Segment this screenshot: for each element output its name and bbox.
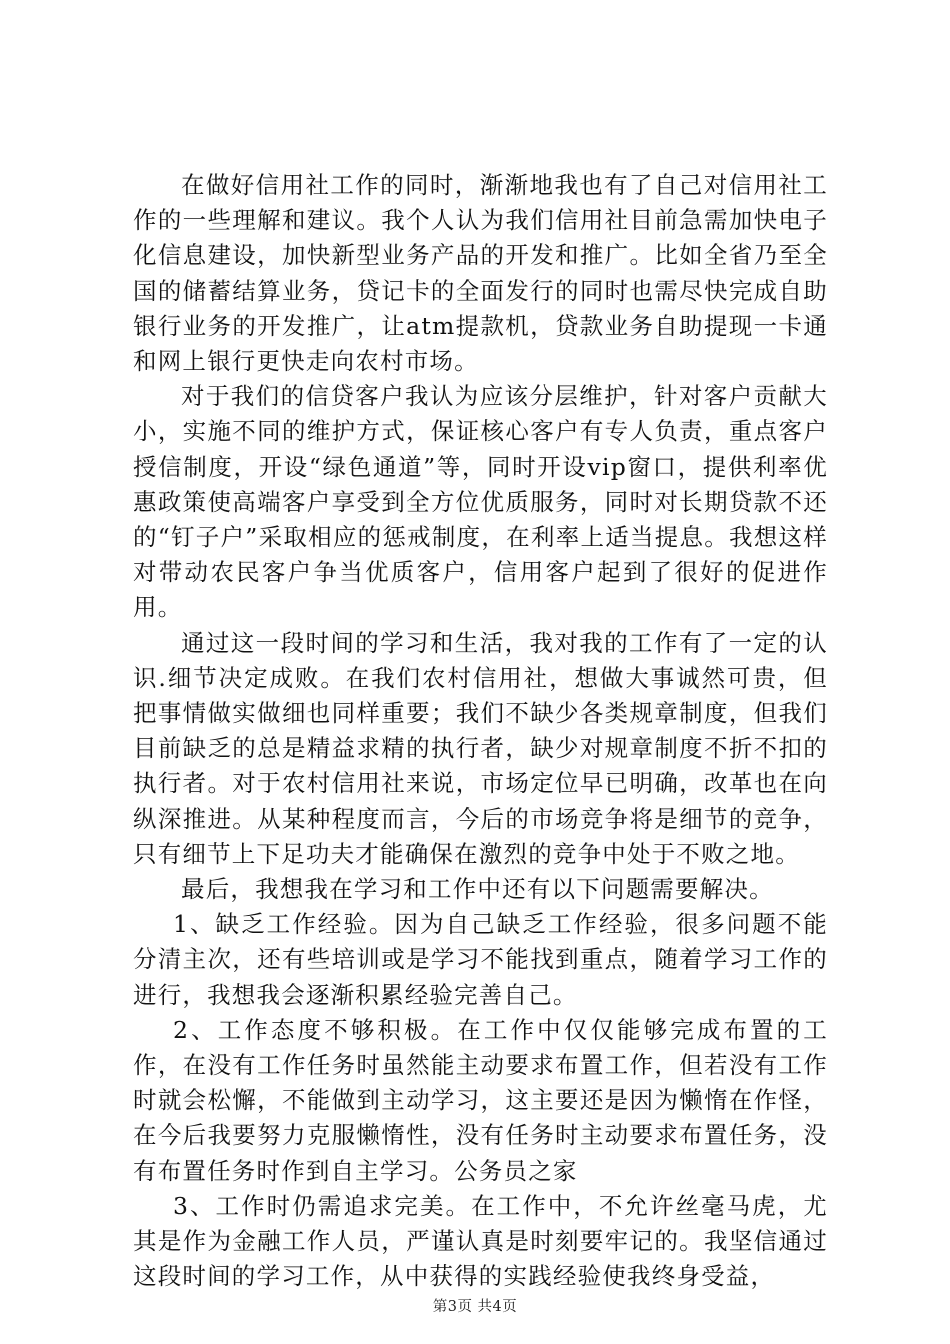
paragraph-credit-customers: 对于我们的信贷客户我认为应该分层维护，针对客户贡献大小，实施不同的维护方式，保证核心客户有专人负责，重点客户授信制度，开设“绿色通道”等，同时开设vip窗口，提供利率优惠政策使高端客户享受到全方位优质服务，同时对长期贷款不还的“钉子户”采取相应的惩戒制度，在利率上适当提息。我想这样对带动农民客户争当优质客户，信用客户起到了很好的促进作用。 (133, 382, 828, 622)
list-item-perfection: 3、工作时仍需追求完美。在工作中，不允许丝毫马虎，尤其是作为金融工作人员，严谨认真是时刻要牢记的。我坚信通过这段时间的学习工作，从中获得的实践经验使我终身受益， (133, 1191, 828, 1291)
list-item-experience: 1、缺乏工作经验。因为自己缺乏工作经验，很多问题不能分清主次，还有些培训或是学习不能找到重点，随着学习工作的进行，我想我会逐渐积累经验完善自己。 (133, 910, 828, 1009)
list-item-attitude: 2、工作态度不够积极。在工作中仅仅能够完成布置的工作，在没有工作任务时虽然能主动要求布置工作，但若没有工作时就会松懈，不能做到主动学习，这主要还是因为懒惰在作怪，在今后我要努力克服懒惰性，没有任务时主动要求布置任务，没有布置任务时作到自主学习。公务员之家 (133, 1015, 828, 1185)
document-body (133, 168, 828, 1295)
paragraph-problems-intro: 最后，我想我在学习和工作中还有以下问题需要解决。 (181, 875, 774, 904)
page-footer: 第3页 共4页 (432, 1299, 518, 1315)
paragraph-suggestions: 在做好信用社工作的同时，渐渐地我也有了自己对信用社工作的一些理解和建议。我个人认为我们信用社目前急需加快电子化信息建设，加快新型业务产品的开发和推广。比如全省乃至全国的储蓄结算业务，贷记卡的全面发行的同时也需尽快完成自助银行业务的开发推广，让atm提款机，贷款业务自助提现一卡通和网上银行更快走向农村市场。 (133, 171, 828, 376)
paragraph-details: 通过这一段时间的学习和生活，我对我的工作有了一定的认识.细节决定成败。在我们农村信用社，想做大事诚然可贵，但把事情做实做细也同样重要；我们不缺少各类规章制度，但我们目前缺乏的总是精益求精的执行者，缺少对规章制度不折不扣的执行者。对于农村信用社来说，市场定位早已明确，改革也在向纵深推进。从某种程度而言，今后的市场竞争将是细节的竞争，只有细节上下足功夫才能确保在激烈的竞争中处于不败之地。 (133, 628, 828, 868)
